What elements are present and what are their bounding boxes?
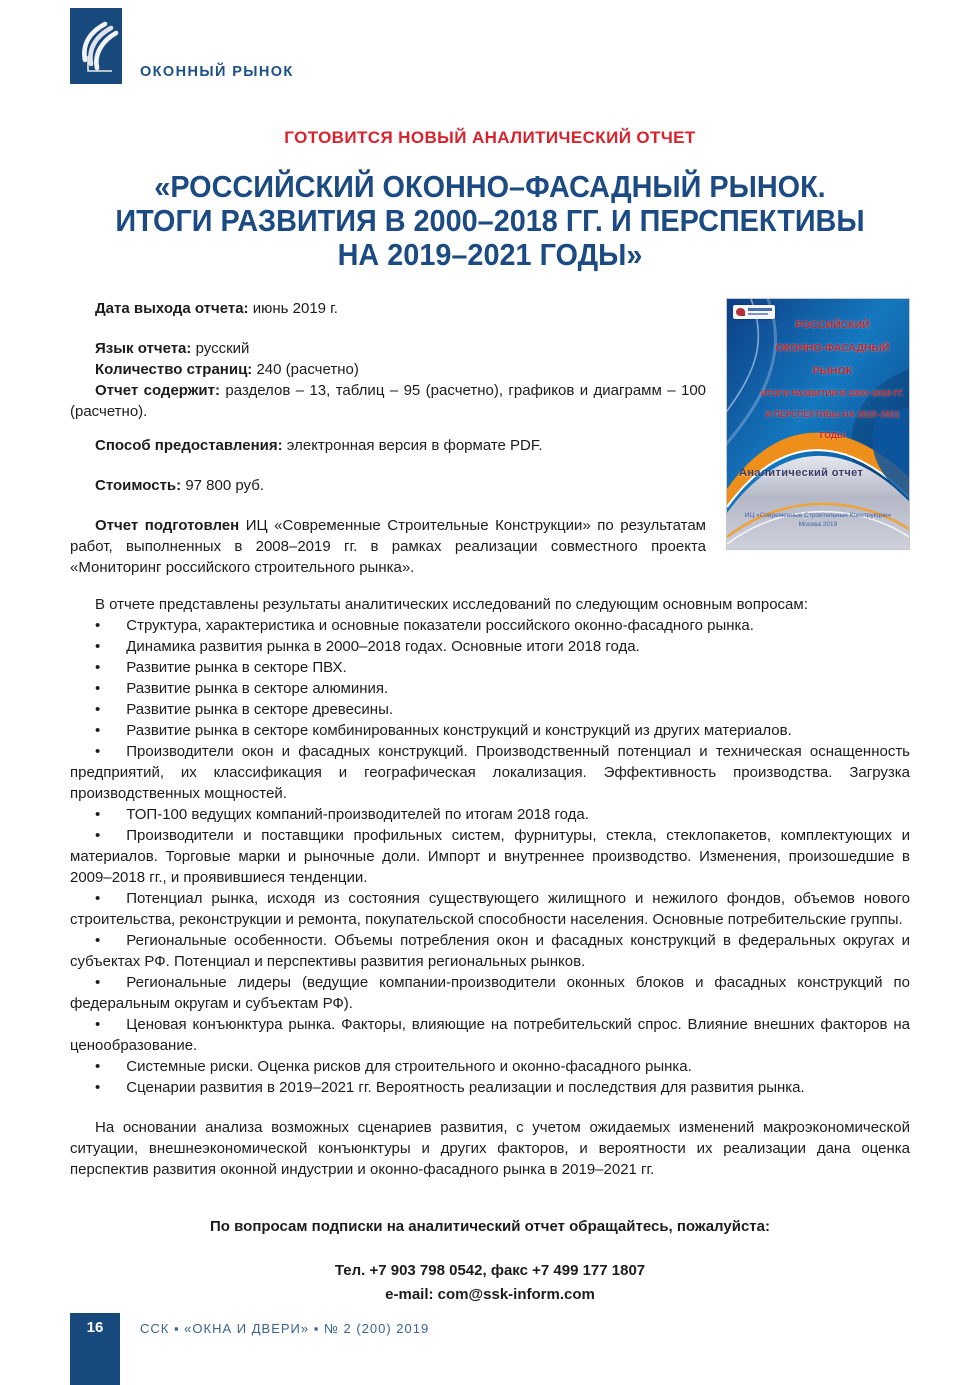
- field-contents-label: Отчет содержит:: [95, 382, 220, 399]
- topic-item: [70, 1056, 910, 1077]
- cover-title-line-3: ИТОГИ РАЗВИТИЯ В 2000–2018 ГГ.: [760, 388, 905, 398]
- swoosh-icon: [70, 8, 122, 84]
- bullet-marker: •: [95, 701, 101, 718]
- field-price-label: Стоимость:: [95, 477, 182, 494]
- bullet-marker: •: [95, 890, 101, 907]
- footer-page-block: [70, 1313, 120, 1385]
- bullet-marker: •: [95, 974, 101, 991]
- cover-title-line-1: РОССИЙСКИЙ: [795, 319, 870, 331]
- topic-item: [70, 678, 910, 699]
- field-release-date-value: июнь 2019 г.: [252, 300, 338, 317]
- prepared-label: Отчет подготовлен: [95, 517, 240, 534]
- topic-item: [70, 1014, 910, 1056]
- page-header: [0, 0, 980, 96]
- bullet-marker: •: [95, 827, 101, 844]
- publisher-logo-icon: [70, 8, 122, 84]
- topic-item: [70, 657, 910, 678]
- prepared-value: ИЦ «Современные Строительные Конструкции» по результатам работ, выполненных в 2008–2019 гг. в рамках реализации совместного проекта «Мониторинг российского строительного рынка».: [70, 517, 706, 576]
- bullet-marker: •: [95, 1058, 101, 1075]
- topic-text: Развитие рынка в секторе ПВХ.: [126, 659, 347, 676]
- topic-item: [70, 930, 910, 972]
- field-language-value: русский: [195, 340, 250, 357]
- field-contents-value: разделов – 13, таблиц – 95 (расчетно), графиков и диаграмм – 100 (расчетно).: [70, 382, 707, 420]
- field-price-value: 97 800 руб.: [185, 477, 264, 494]
- topic-text: Производители окон и фасадных конструкций. Производственный потенциал и техническая оснащенность предприятий, их классификация и географическая локализация. Эффективность производства. Загрузка производственных мощностей.: [70, 743, 910, 802]
- kicker-heading: ГОТОВИТСЯ НОВЫЙ АНАЛИТИЧЕСКИЙ ОТЧЕТ: [284, 128, 696, 147]
- bullet-marker: •: [95, 1016, 101, 1033]
- topic-text: Региональные лидеры (ведущие компании-производители оконных блоков и фасадных конструкций по федеральным округам и субъектам РФ).: [70, 974, 910, 1012]
- page-title-line-2: ИТОГИ РАЗВИТИЯ В 2000–2018 ГГ. И ПЕРСПЕКТИВЫ: [115, 203, 865, 238]
- closing-paragraph: На основании анализа возможных сценариев развития, с учетом ожидаемых изменений макроэкономической ситуации, внешнеэкономической конъюнктуры и других факторов, и вероятности их реализации дана оценка перспектив развития оконной индустрии и оконно-фасадного рынка в 2019–2021 гг.: [70, 1119, 910, 1178]
- field-language-label: Язык отчета:: [95, 340, 192, 357]
- topic-text: Сценарии развития в 2019–2021 гг. Вероятность реализации и последствия для развития рынка.: [126, 1079, 805, 1096]
- topic-item: [70, 1077, 910, 1098]
- topic-item: [70, 972, 910, 1014]
- topics-intro: В отчете представлены результаты аналитических исследований по следующим основным вопросам:: [95, 596, 808, 613]
- topic-item: [70, 825, 910, 888]
- field-delivery-value: электронная версия в формате PDF.: [286, 437, 543, 454]
- footer-journal-title: ССК ▪ «ОКНА И ДВЕРИ» ▪ № 2 (200) 2019: [140, 1321, 430, 1336]
- field-pages-value: 240 (расчетно): [256, 361, 359, 378]
- page-title-line-3: НА 2019–2021 ГОДЫ»: [337, 237, 643, 272]
- brand-title: ОКОННЫЙ РЫНОК: [140, 64, 294, 80]
- topic-item: [70, 636, 910, 657]
- bullet-marker: •: [95, 680, 101, 697]
- topic-item: [70, 804, 910, 825]
- topic-text: ТОП-100 ведущих компаний-производителей по итогам 2018 года.: [126, 806, 589, 823]
- cover-publisher: ИЦ «Современные Строительные Конструкции»: [744, 512, 892, 519]
- page-title-line-1: «РОССИЙСКИЙ ОКОННО–ФАСАДНЫЙ РЫНОК.: [154, 169, 826, 204]
- topic-item: [70, 699, 910, 720]
- topic-text: Региональные особенности. Объемы потребления окон и фасадных конструкций в федеральных округах и субъектах РФ. Потенциал и перспективы развития региональных рынков.: [70, 932, 910, 970]
- subscribe-heading: По вопросам подписки на аналитический отчет обращайтесь, пожалуйста:: [210, 1218, 770, 1235]
- article-body: [70, 298, 910, 1180]
- cover-subtitle: Аналитический отчет: [739, 467, 864, 479]
- topic-text: Структура, характеристика и основные показатели российского оконно-фасадного рынка.: [126, 617, 754, 634]
- bullet-marker: •: [95, 722, 101, 739]
- topic-text: Развитие рынка в секторе древесины.: [126, 701, 394, 718]
- bullet-marker: •: [95, 659, 101, 676]
- bullet-marker: •: [95, 617, 101, 634]
- bullet-marker: •: [95, 638, 101, 655]
- field-pages-label: Количество страниц:: [95, 361, 253, 378]
- field-delivery-label: Способ предоставления:: [95, 437, 283, 454]
- footer-page-number: 16: [86, 1319, 104, 1336]
- page-title: [70, 170, 910, 272]
- bullet-marker: •: [95, 1079, 101, 1096]
- topic-text: Системные риски. Оценка рисков для строительного и оконно-фасадного рынка.: [126, 1058, 692, 1075]
- topic-item: [70, 615, 910, 636]
- topic-text: Потенциал рынка, исходя из состояния существующего жилищного и нежилого фондов, объемов нового строительства, реконструкции и ремонта, покупательской способности населения. Основные потребительские группы.: [70, 890, 910, 928]
- cover-title-line-4: И ПЕРСПЕКТИВЫ НА 2019–2021 ГОДЫ: [765, 409, 900, 440]
- cover-title: [759, 314, 906, 446]
- bullet-marker: •: [95, 743, 101, 760]
- cover-title-line-2: ОКОННО-ФАСАДНЫЙ РЫНОК: [775, 342, 890, 377]
- topics-list: [70, 615, 910, 1098]
- topic-text: Динамика развития рынка в 2000–2018 годах. Основные итоги 2018 года.: [126, 638, 640, 655]
- bullet-marker: •: [95, 932, 101, 949]
- report-cover-image: [726, 298, 910, 550]
- topic-text: Ценовая конъюнктура рынка. Факторы, влияющие на потребительский спрос. Влияние внешних факторов на ценообразование.: [70, 1016, 910, 1054]
- cover-city-year: Москва 2019: [798, 521, 838, 528]
- topic-item: [70, 741, 910, 804]
- topic-text: Развитие рынка в секторе комбинированных конструкций и конструкций из других материалов.: [126, 722, 792, 739]
- topic-item: [70, 720, 910, 741]
- phone-line: Тел. +7 903 798 0542, факс +7 499 177 1807: [334, 1262, 646, 1279]
- cover-imprint: [727, 511, 909, 529]
- email-line: e-mail: com@ssk-inform.com: [385, 1286, 595, 1303]
- topic-text: Производители и поставщики профильных систем, фурнитуры, стекла, стеклопакетов, комплектующих и материалов. Торговые марки и рыночные доли. Импорт и внутреннее производство. Изменения, произошедшие в 2009–2018 гг., и проявившиеся тенденции.: [70, 827, 910, 886]
- topic-text: Развитие рынка в секторе алюминия.: [126, 680, 389, 697]
- topic-item: [70, 888, 910, 930]
- bullet-marker: •: [95, 806, 101, 823]
- field-release-date-label: Дата выхода отчета:: [95, 300, 249, 317]
